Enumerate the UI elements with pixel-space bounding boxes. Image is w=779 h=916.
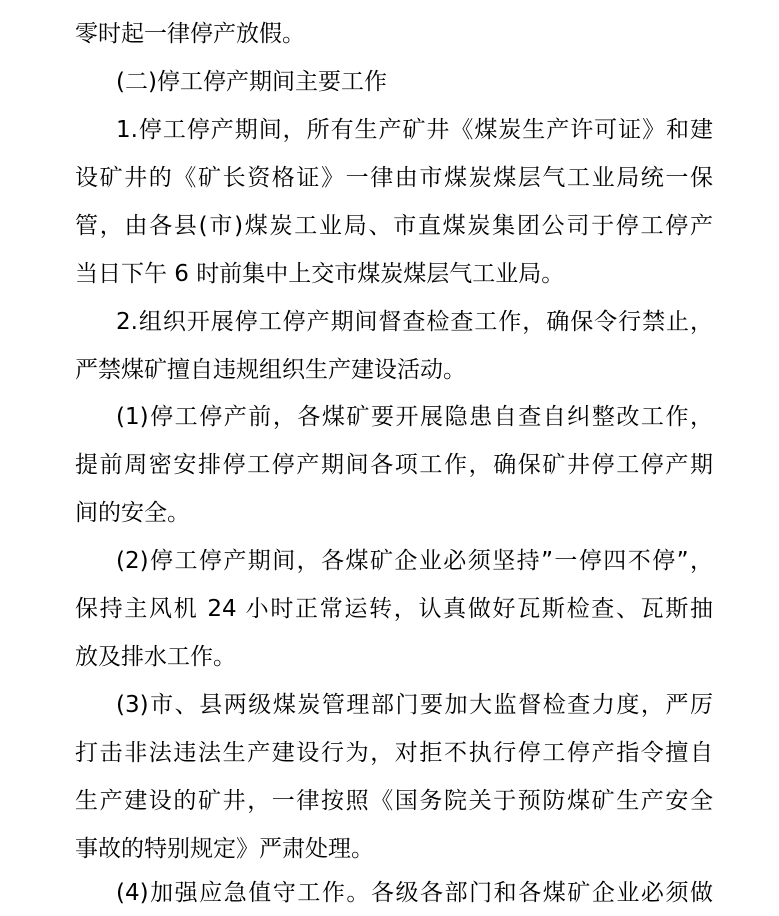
text-line-12: (2)停工停产期间，各煤矿企业必须坚持”一停四不停”， xyxy=(116,548,713,574)
text-line-8: 严禁煤矿擅自违规组织生产建设活动。 xyxy=(75,357,466,383)
section-heading: (二)停工停产期间主要工作 xyxy=(116,69,387,95)
text-line-16: 打击非法违法生产建设行为，对拒不执行停工停产指令擅自 xyxy=(75,740,713,766)
text-line-11: 间的安全。 xyxy=(75,500,190,526)
text-line-9: (1)停工停产前，各煤矿要开展隐患自查自纠整改工作， xyxy=(116,404,713,430)
text-line-13: 保持主风机 24 小时正常运转，认真做好瓦斯检查、瓦斯抽 xyxy=(75,596,713,622)
text-line-5: 管，由各县(市)煤炭工业局、市直煤炭集团公司于停工停产 xyxy=(75,213,713,239)
text-line-18: 事故的特别规定》严肃处理。 xyxy=(75,836,374,862)
text-line-14: 放及排水工作。 xyxy=(75,644,236,670)
text-line-17: 生产建设的矿井，一律按照《国务院关于预防煤矿生产安全 xyxy=(75,788,713,814)
text-line-10: 提前周密安排停工停产期间各项工作，确保矿井停工停产期 xyxy=(75,452,713,478)
text-line-6: 当日下午 6 时前集中上交市煤炭煤层气工业局。 xyxy=(75,261,565,287)
text-line-19: (4)加强应急值守工作。各级各部门和各煤矿企业必须做 xyxy=(116,880,713,906)
text-line-3: 1.停工停产期间，所有生产矿井《煤炭生产许可证》和建 xyxy=(116,117,713,143)
text-line-4: 设矿井的《矿长资格证》一律由市煤炭煤层气工业局统一保 xyxy=(75,165,713,191)
text-line-7: 2.组织开展停工停产期间督查检查工作，确保令行禁止， xyxy=(116,309,713,335)
text-line-15: (3)市、县两级煤炭管理部门要加大监督检查力度，严厉 xyxy=(116,692,713,718)
text-line-1: 零时起一律停产放假。 xyxy=(75,21,305,47)
